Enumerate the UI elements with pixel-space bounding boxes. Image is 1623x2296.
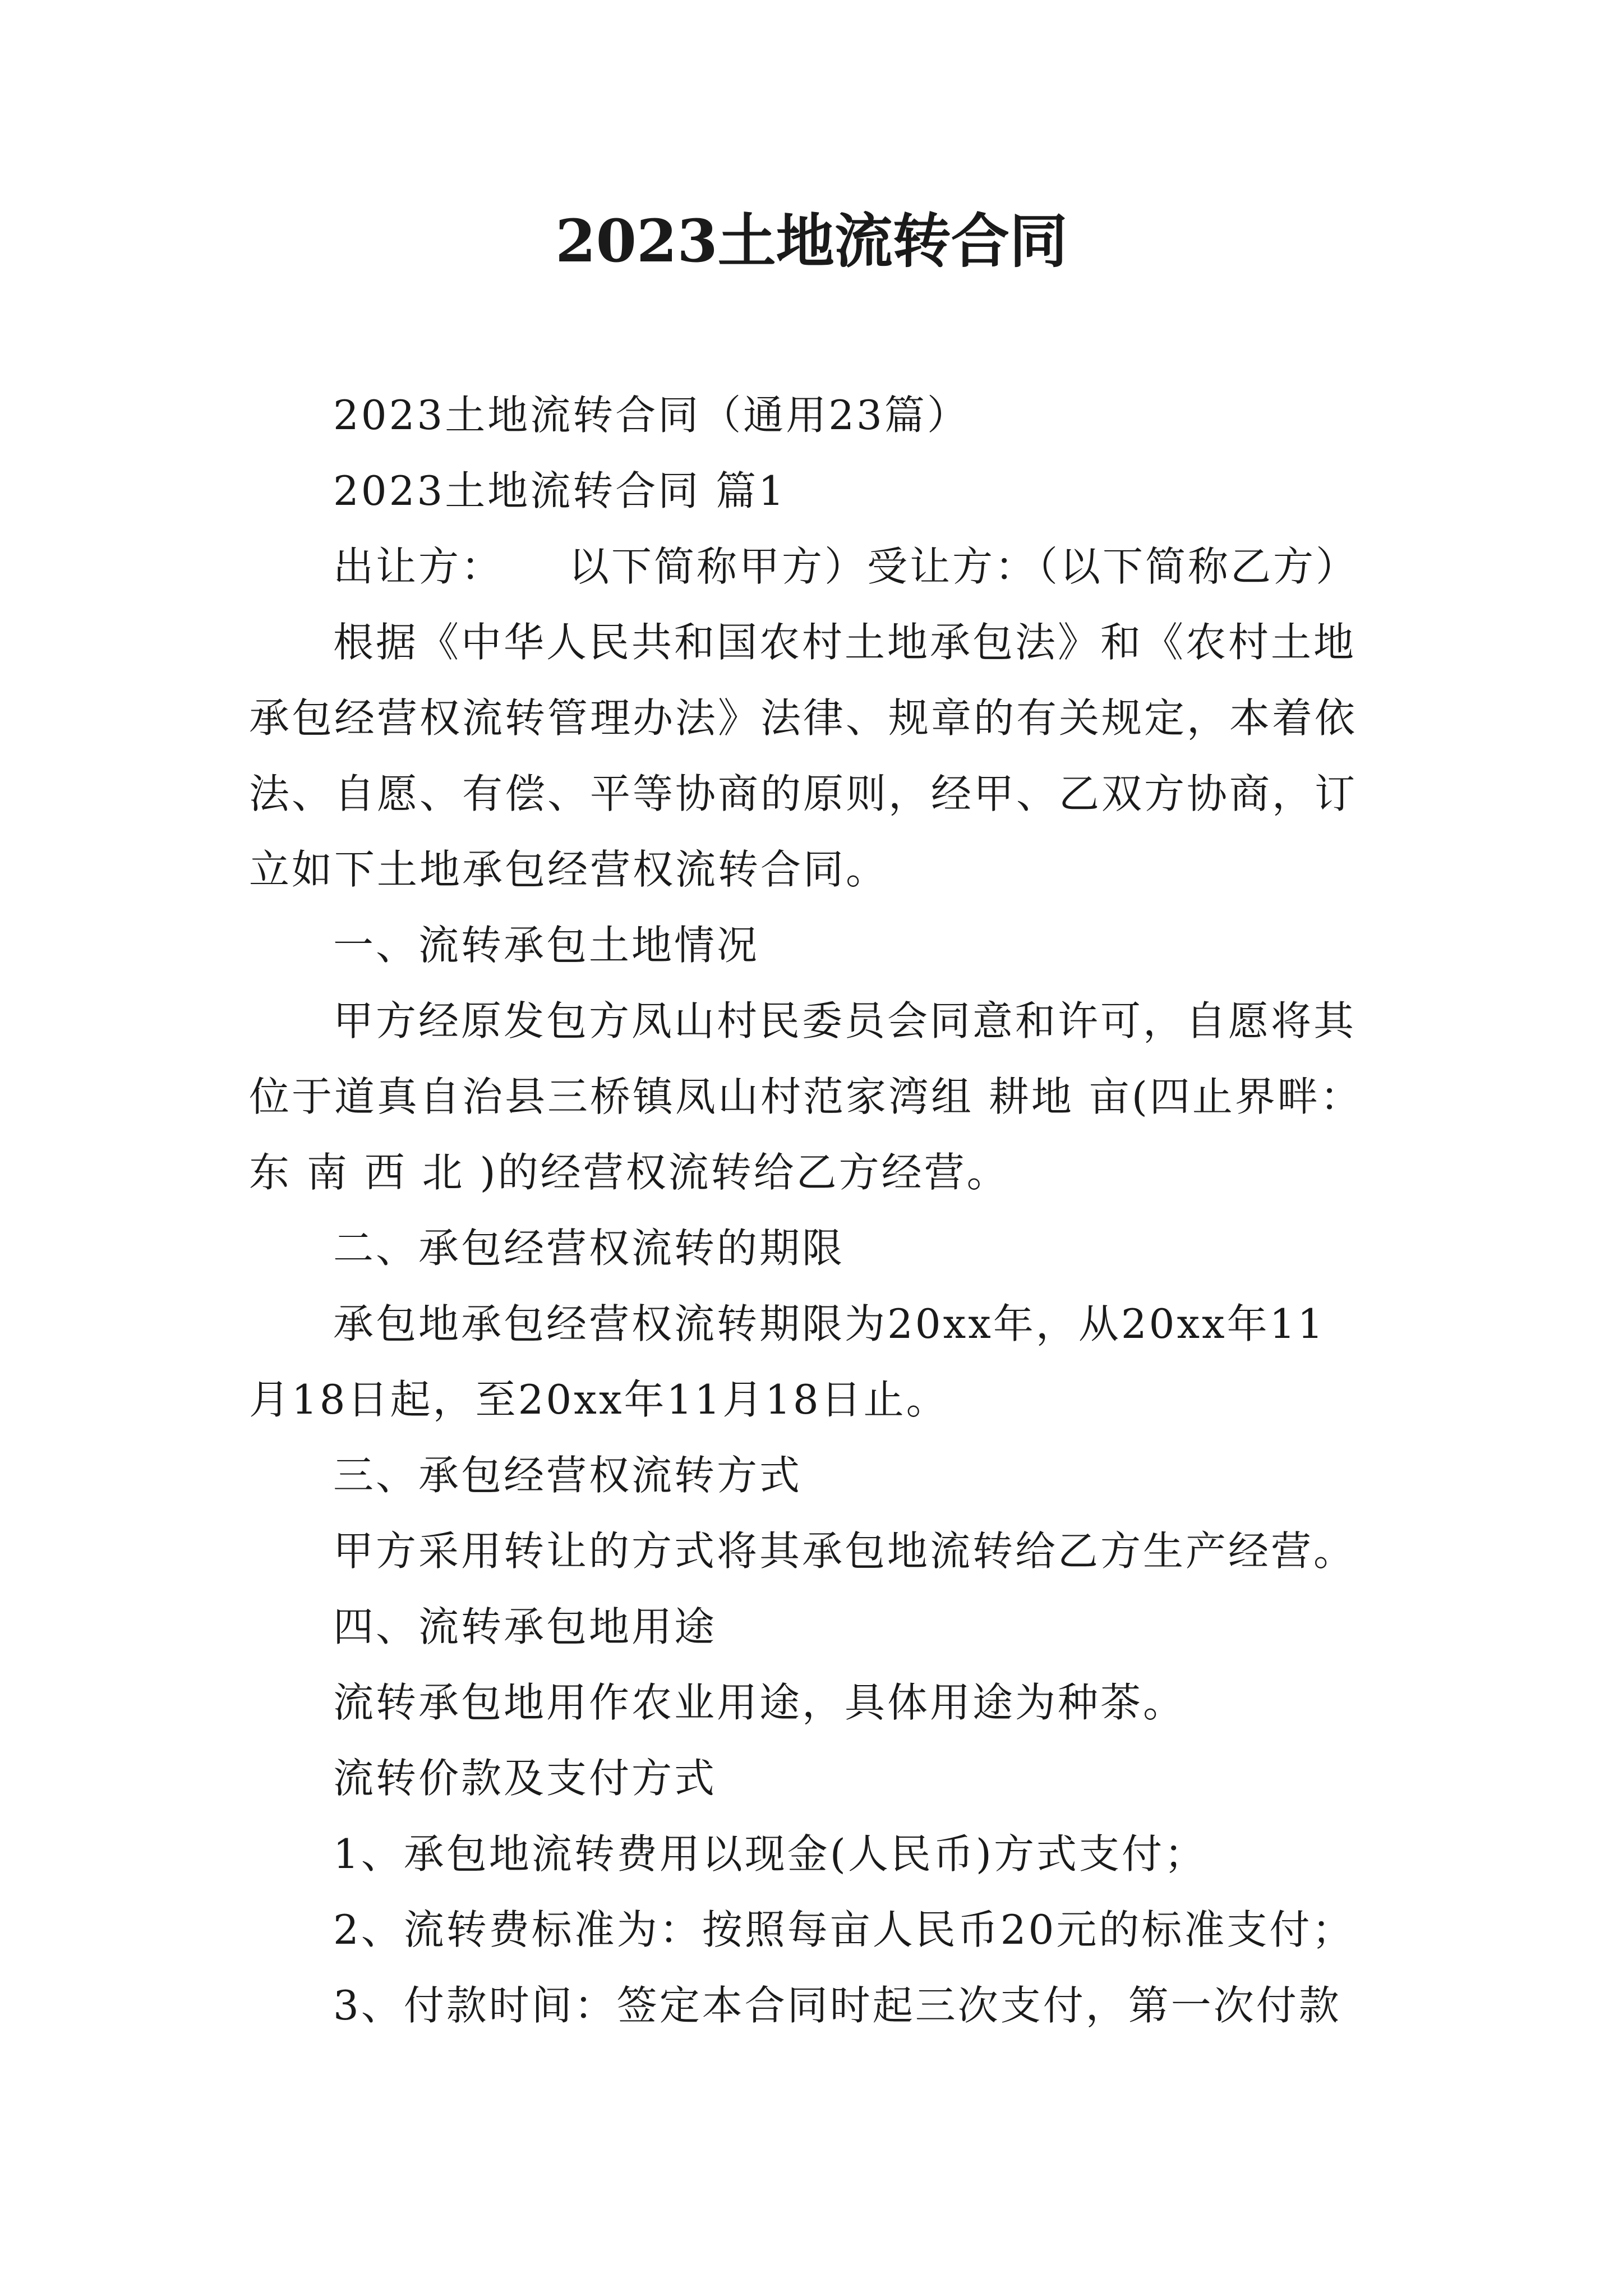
document-title: 2023土地流转合同 [555, 206, 1068, 275]
paragraph-line: 承包经营权流转管理办法》法律、规章的有关规定，本着依 [249, 694, 1358, 742]
paragraph-line: 法、自愿、有偿、平等协商的原则，经甲、乙双方协商，订 [249, 770, 1358, 817]
section-heading: 四、流转承包地用途 [333, 1603, 717, 1650]
list-item: 2、流转费标准为：按照每亩人民币20元的标准支付； [333, 1906, 1355, 1953]
paragraph-line: 立如下土地承包经营权流转合同。 [249, 846, 889, 893]
document-subtitle: 2023土地流转合同（通用23篇） [333, 392, 970, 439]
paragraph-line: 东 南 西 北 )的经营权流转给乙方经营。 [249, 1149, 1009, 1196]
section-heading: 二、承包经营权流转的期限 [333, 1225, 845, 1272]
paragraph-line: 月18日起，至20xx年11月18日止。 [249, 1376, 949, 1423]
section-heading: 2023土地流转合同 篇1 [333, 467, 786, 514]
paragraph-line: 甲方经原发包方凤山村民委员会同意和许可，自愿将其 [333, 997, 1357, 1045]
paragraph-line: 承包地承包经营权流转期限为20xx年，从20xx年11 [333, 1300, 1326, 1347]
list-item: 1、承包地流转费用以现金(人民币)方式支付； [333, 1830, 1207, 1878]
list-item: 3、付款时间：签定本合同时起三次支付，第一次付款 [333, 1982, 1341, 2029]
paragraph-line: 流转承包地用作农业用途，具体用途为种茶。 [333, 1679, 1186, 1726]
paragraph-line: 根据《中华人民共和国农村土地承包法》和《农村土地 [333, 619, 1357, 666]
paragraph-line: 甲方采用转让的方式将其承包地流转给乙方生产经营。 [333, 1527, 1357, 1575]
section-heading: 流转价款及支付方式 [333, 1755, 717, 1802]
paragraph-line: 出让方： 以下简称甲方）受让方：（以下简称乙方） [333, 543, 1359, 590]
paragraph-line: 位于道真自治县三桥镇凤山村范家湾组 耕地 亩(四止界畔： [249, 1073, 1363, 1120]
section-heading: 三、承包经营权流转方式 [333, 1452, 803, 1499]
section-heading: 一、流转承包土地情况 [333, 922, 760, 969]
